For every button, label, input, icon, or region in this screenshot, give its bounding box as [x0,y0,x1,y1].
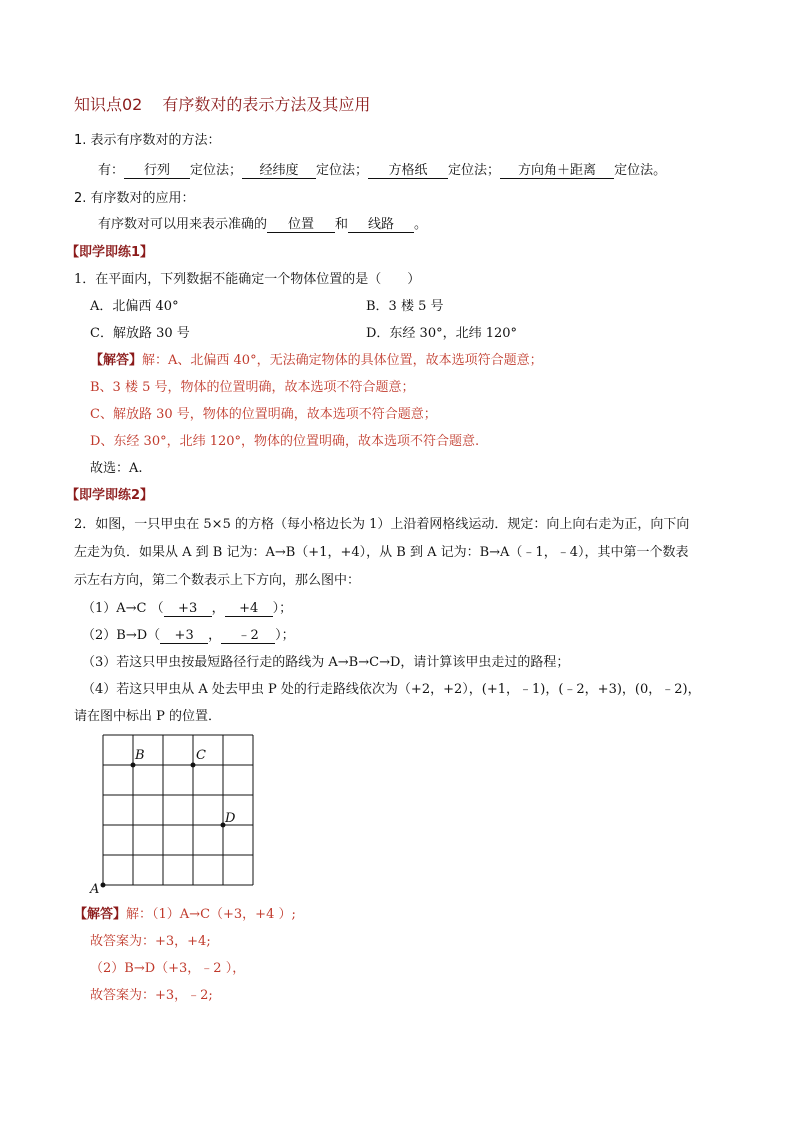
practice1-answer-line1: 【解答】解：A、北偏西 40°，无法确定物体的具体位置，故本选项符合题意； [90,353,543,368]
answer-blank-1b: +4 [225,601,273,617]
grid-figure [88,730,268,900]
option-a: A．北偏西 40° [90,299,179,314]
practice2-answer-line1: 【解答】解：（1）A→C（+3，+4 ）; [74,907,296,922]
point-b [131,763,136,768]
practice2-answer-line2: 故答案为：+3，+4; [90,934,211,949]
practice1-label: 【即学即练1】 [66,245,154,260]
practice1-question: 1．在平面内，下列数据不能确定一个物体位置的是（ ） [74,272,421,287]
practice2-label: 【即学即练2】 [66,488,154,503]
s2-heading: 2. 有序数对的应用： [74,191,195,206]
s1-blanks-line: 有： 行列 定位法； 经纬度 定位法； 方格纸 定位法； 方向角＋距离 定位法。 [98,163,667,178]
sub-question-2: （2）B→D（ +3 ， ﹣2 ）； [82,628,295,643]
blank-1: 行列 [124,163,190,179]
practice1-answer-line2: B、3 楼 5 号，物体的位置明确，故本选项不符合题意； [90,380,415,395]
blank-3: 方格纸 [368,163,448,179]
practice2-question-line2: 左走为负．如果从 A 到 B 记为：A→B（+1，+4），从 B 到 A 记为：B→A（﹣1，﹣4），其中第一个数表 [74,545,689,560]
option-b: B．3 楼 5 号 [366,299,444,314]
point-a [101,883,106,888]
practice2-question-line1: 2．如图，一只甲虫在 5×5 的方格（每小格边长为 1）上沿着网格线运动．规定：向上向右走为正，向下向 [74,517,690,532]
blank-route: 线路 [348,217,414,233]
practice1-answer-line3: C、解放路 30 号，物体的位置明确，故本选项不符合题意； [90,407,437,422]
answer-blank-2b: ﹣2 [221,628,275,644]
option-d: D．东经 30°，北纬 120° [366,326,518,341]
sub-question-3: （3）若这只甲虫按最短路径行走的路线为 A→B→C→D，请计算该甲虫走过的路程； [82,655,570,670]
practice2-answer-line4: 故答案为：+3，﹣2; [90,988,213,1003]
practice1-answer-line4: D、东经 30°，北纬 120°，物体的位置明确，故本选项不符合题意. [90,434,480,449]
sub-question-4-line1: （4）若这只甲虫从 A 处去甲虫 P 处的行走路线依次为（+2，+2），(+1，﹣1)，(﹣2，+3)，(0，﹣2)， [82,682,701,697]
practice2-answer-line3: （2）B→D（+3，﹣2 ）， [90,961,246,976]
section-title-text: 有序数对的表示方法及其应用 [162,95,371,114]
option-c: C．解放路 30 号 [90,326,190,341]
label-d: D [225,811,236,826]
s1-heading: 1. 表示有序数对的方法： [74,133,221,148]
label-c: C [196,748,206,763]
sub-question-4-line2: 请在图中标出 P 的位置． [74,709,222,724]
grid-lines [103,735,253,885]
section-title [74,96,370,114]
point-c [191,763,196,768]
answer-blank-2a: +3 [160,628,208,644]
blank-4: 方向角＋距离 [500,163,614,179]
practice2-question-line3: 示左右方向，第二个数表示上下方向，那么图中： [74,573,361,588]
practice1-conclusion: 故选：A. [90,461,143,476]
blank-position: 位置 [267,217,335,233]
section-number: 知识点02 [74,95,143,114]
label-b: B [135,748,145,763]
blank-2: 经纬度 [242,163,316,179]
s2-line: 有序数对可以用来表示准确的 位置 和 线路 。 [98,217,428,232]
grid-svg [88,730,268,900]
label-a: A [90,882,100,897]
answer-blank-1a: +3 [164,601,212,617]
sub-question-1: （1）A→C （ +3 ， +4 ）； [82,601,293,616]
